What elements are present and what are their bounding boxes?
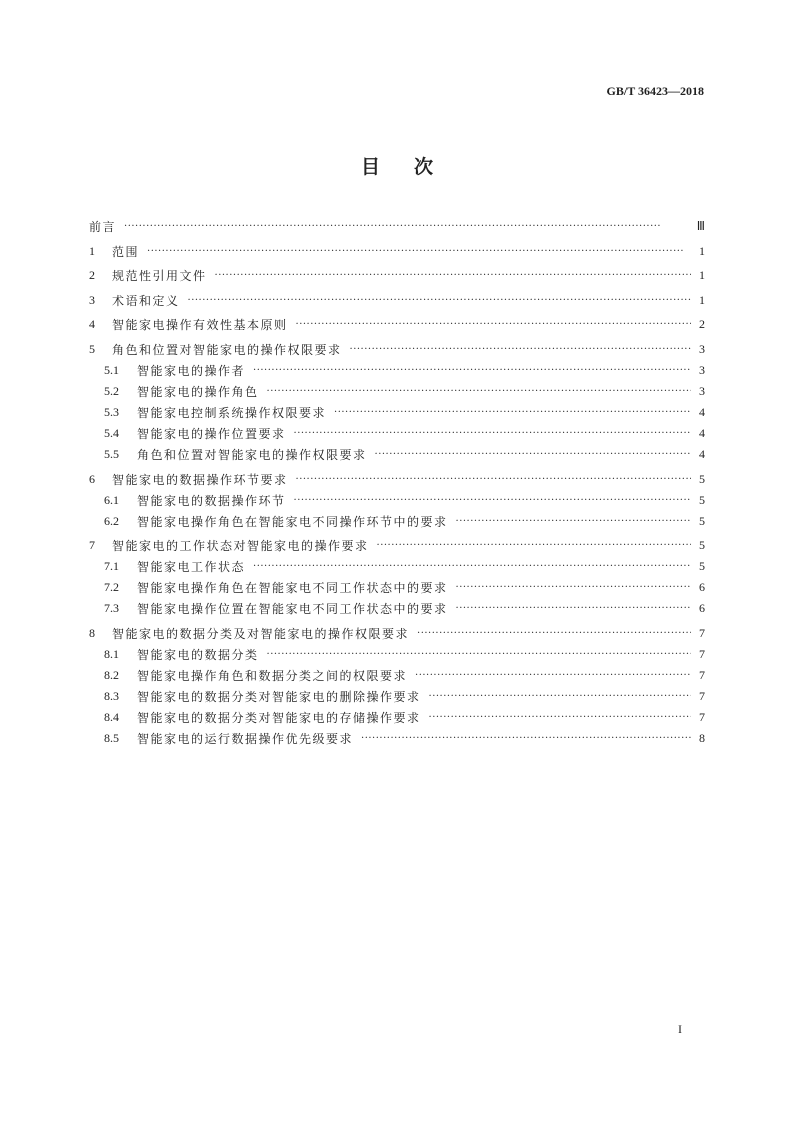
dot-leader <box>429 691 691 702</box>
toc-entry[interactable] <box>89 511 705 532</box>
toc-entry[interactable] <box>89 490 705 511</box>
toc-entry-page: 5 <box>699 492 705 507</box>
toc-entry-number: 6 <box>89 471 95 486</box>
table-of-contents <box>89 216 705 749</box>
toc-entry-title: 智能家电操作角色在智能家电不同工作状态中的要求 <box>137 581 448 596</box>
toc-entry-number: 6.1 <box>104 492 119 507</box>
toc-entry-page: 3 <box>699 362 705 377</box>
toc-entry-title: 范围 <box>112 244 140 259</box>
toc-entry[interactable] <box>89 686 705 707</box>
toc-entry-number: 5 <box>89 341 95 356</box>
toc-entry-page: 1 <box>699 243 705 258</box>
dot-leader <box>267 649 691 660</box>
toc-entry-page: 1 <box>699 268 705 283</box>
toc-entry-page: 8 <box>699 730 705 745</box>
toc-entry-title: 角色和位置对智能家电的操作权限要求 <box>137 447 367 462</box>
page-title: 目次 <box>360 156 467 178</box>
toc-entry[interactable] <box>89 644 705 665</box>
toc-entry[interactable] <box>89 577 705 598</box>
toc-entry-page: 6 <box>699 601 705 616</box>
toc-entry-number: 8.5 <box>104 730 119 745</box>
toc-entry[interactable] <box>89 360 705 381</box>
toc-entry-number: 5.1 <box>104 362 119 377</box>
toc-entry[interactable] <box>89 241 705 262</box>
toc-entry-number: 5.5 <box>104 446 119 461</box>
dot-leader <box>415 670 691 681</box>
toc-entry[interactable] <box>89 216 705 237</box>
standard-number: GB/T 36423—2018 <box>606 84 704 98</box>
toc-entry-number: 2 <box>89 268 95 283</box>
toc-entry-title: 智能家电的数据分类对智能家电的存储操作要求 <box>137 710 421 725</box>
toc-entry[interactable] <box>89 469 705 490</box>
toc-entry-title: 规范性引用文件 <box>112 269 207 284</box>
toc-entry[interactable] <box>89 623 705 644</box>
toc-entry-title: 智能家电的工作状态对智能家电的操作要求 <box>112 539 369 554</box>
toc-entry-number: 7.2 <box>104 580 119 595</box>
toc-entry[interactable] <box>89 423 705 444</box>
toc-entry-page: 3 <box>699 383 705 398</box>
dot-leader <box>267 386 691 397</box>
dot-leader <box>377 540 691 551</box>
dot-leader <box>296 474 691 485</box>
toc-entry-title: 智能家电的操作者 <box>137 363 246 378</box>
page-folio: I <box>678 1022 682 1036</box>
dot-leader <box>294 495 691 506</box>
toc-entry-page: 5 <box>699 538 705 553</box>
toc-entry-title: 智能家电操作位置在智能家电不同工作状态中的要求 <box>137 602 448 617</box>
toc-entry-title: 智能家电的数据操作环节要求 <box>112 472 288 487</box>
toc-entry-title: 前言 <box>89 220 117 234</box>
dot-leader <box>456 582 691 593</box>
toc-entry-page: 7 <box>699 625 705 640</box>
dot-leader <box>429 712 691 723</box>
toc-entry[interactable] <box>89 444 705 465</box>
dot-leader <box>296 319 691 330</box>
toc-entry-number: 5.2 <box>104 383 119 398</box>
toc-entry-number: 4 <box>89 317 95 332</box>
toc-entry-title: 术语和定义 <box>112 293 180 308</box>
toc-entry-number: 3 <box>89 292 95 307</box>
toc-entry-page: 4 <box>699 425 705 440</box>
toc-entry-title: 智能家电的操作角色 <box>137 384 259 399</box>
dot-leader <box>294 428 691 439</box>
dot-leader <box>188 295 691 306</box>
toc-entry-page: 2 <box>699 317 705 332</box>
toc-entry[interactable] <box>89 665 705 686</box>
toc-entry-title: 智能家电的数据分类 <box>137 647 259 662</box>
toc-entry-page: 6 <box>699 580 705 595</box>
dot-leader <box>361 733 691 744</box>
toc-entry-number: 1 <box>89 243 95 258</box>
toc-entry-number: 8 <box>89 625 95 640</box>
toc-entry-number: 7.3 <box>104 601 119 616</box>
toc-entry-title: 智能家电的数据操作环节 <box>137 493 286 508</box>
toc-entry-page: 7 <box>699 709 705 724</box>
toc-entry-page: 4 <box>699 446 705 461</box>
dot-leader <box>334 407 691 418</box>
toc-entry-title: 智能家电的数据分类及对智能家电的操作权限要求 <box>112 626 410 641</box>
toc-entry-number: 8.1 <box>104 646 119 661</box>
toc-entry-title: 智能家电的操作位置要求 <box>137 426 286 441</box>
toc-entry[interactable] <box>89 535 705 556</box>
toc-entry-page: 7 <box>699 688 705 703</box>
dot-leader <box>456 603 691 614</box>
toc-entry-number: 5.4 <box>104 425 119 440</box>
toc-entry-number: 8.3 <box>104 688 119 703</box>
toc-entry-title: 智能家电操作角色在智能家电不同操作环节中的要求 <box>137 514 448 529</box>
dot-leader <box>124 221 691 232</box>
toc-entry-page: 4 <box>699 404 705 419</box>
toc-entry-page: 5 <box>699 559 705 574</box>
toc-entry[interactable] <box>89 265 705 286</box>
toc-entry-page: Ⅲ <box>696 219 705 233</box>
toc-entry-title: 智能家电工作状态 <box>137 560 246 575</box>
toc-entry-page: 5 <box>699 471 705 486</box>
toc-entry-number: 8.4 <box>104 709 119 724</box>
dot-leader <box>253 561 691 572</box>
toc-entry[interactable] <box>89 402 705 423</box>
dot-leader <box>350 344 691 355</box>
toc-entry-title: 角色和位置对智能家电的操作权限要求 <box>112 342 342 357</box>
toc-entry-title: 智能家电的运行数据操作优先级要求 <box>137 731 354 746</box>
toc-entry-page: 3 <box>699 341 705 356</box>
toc-entry[interactable] <box>89 314 705 335</box>
toc-entry[interactable] <box>89 556 705 577</box>
toc-entry-number: 5.3 <box>104 404 119 419</box>
toc-entry-page: 1 <box>699 292 705 307</box>
toc-entry-page: 7 <box>699 646 705 661</box>
toc-entry-number: 7.1 <box>104 559 119 574</box>
toc-entry[interactable] <box>89 728 705 749</box>
toc-entry[interactable] <box>89 598 705 619</box>
toc-entry[interactable] <box>89 290 705 311</box>
dot-leader <box>417 628 691 639</box>
dot-leader <box>375 449 691 460</box>
toc-entry[interactable] <box>89 339 705 360</box>
dot-leader <box>215 270 691 281</box>
toc-entry[interactable] <box>89 381 705 402</box>
toc-entry-page: 7 <box>699 667 705 682</box>
toc-entry-number: 6.2 <box>104 513 119 528</box>
dot-leader <box>253 365 691 376</box>
toc-entry-title: 智能家电操作角色和数据分类之间的权限要求 <box>137 668 408 683</box>
toc-entry-number: 8.2 <box>104 667 119 682</box>
toc-entry-number: 7 <box>89 538 95 553</box>
toc-entry-title: 智能家电控制系统操作权限要求 <box>137 405 327 420</box>
toc-entry-title: 智能家电的数据分类对智能家电的删除操作要求 <box>137 689 421 704</box>
toc-entry[interactable] <box>89 707 705 728</box>
dot-leader <box>147 246 691 257</box>
toc-entry-title: 智能家电操作有效性基本原则 <box>112 318 288 333</box>
toc-entry-page: 5 <box>699 513 705 528</box>
dot-leader <box>456 516 691 527</box>
